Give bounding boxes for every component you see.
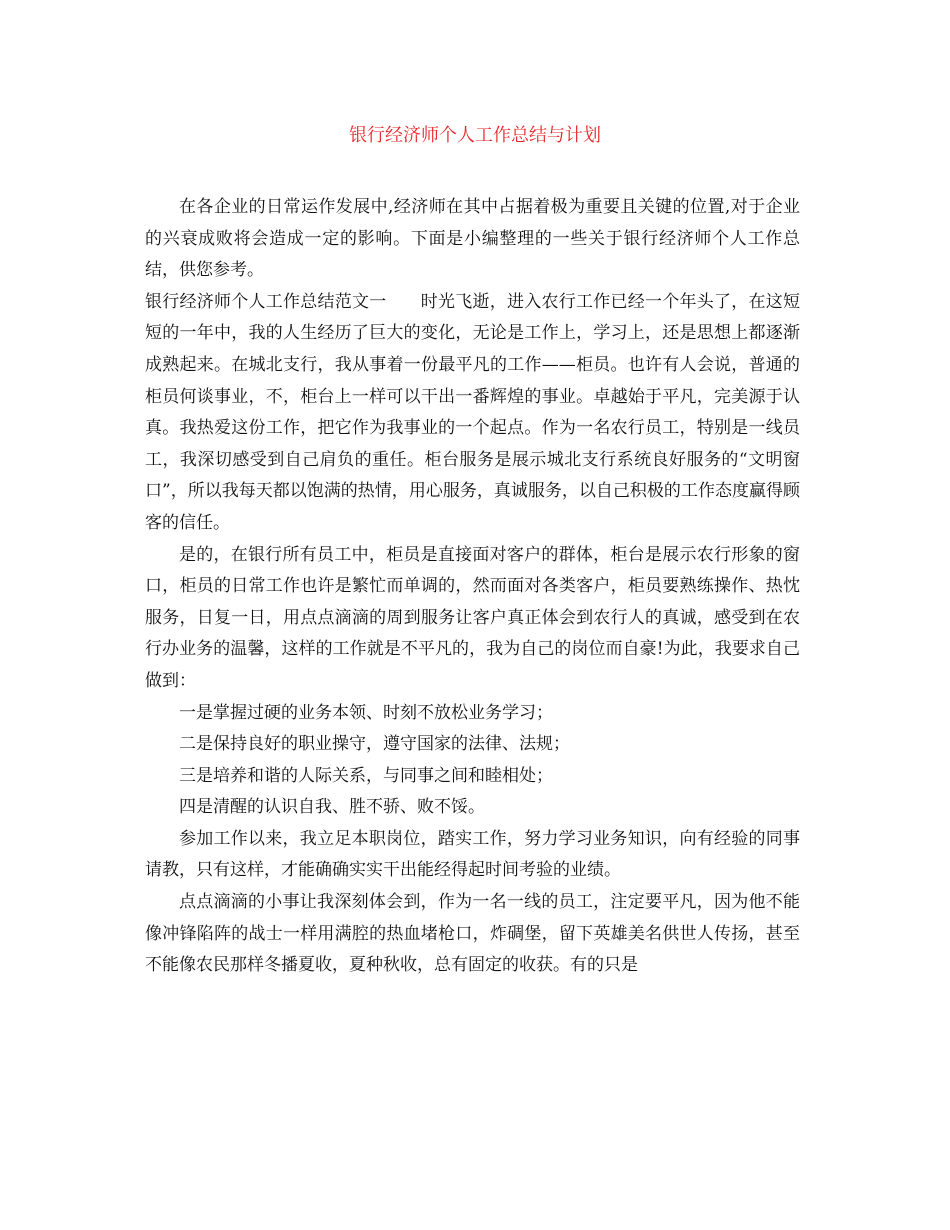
- list-item: 一是掌握过硬的业务本领、时刻不放松业务学习；: [179, 702, 553, 723]
- document-body: [145, 192, 800, 982]
- list-item: 三是培养和谐的人际关系，与同事之间和睦相处；: [179, 765, 553, 786]
- body-paragraph: 是的，在银行所有员工中，柜员是直接面对客户的群体，柜台是展示农行形象的窗口，柜员的日常工作也许是繁忙而单调的，然而面对各类客户，柜员要熟练操作、热忱服务，日复一日，用点点滴滴的周到服务让客户真正体会到农行人的真诚，感受到在农行办业务的温馨，这样的工作就是不平凡的，我为自己的岗位而自豪!为此，我要求自己做到：: [145, 544, 800, 691]
- section-paragraph: [145, 287, 800, 540]
- list-item: 四是清醒的认识自我、胜不骄、败不馁。: [179, 797, 485, 818]
- section-first-paragraph: 时光飞逝，进入农行工作已经一个年头了，在这短短的一年中，我的人生经历了巨大的变化，无论是工作上，学习上，还是思想上都逐渐成熟起来。在城北支行，我从事着一份最平凡的工作——柜员。也许有人会说，普通的柜员何谈事业，不，柜台上一样可以干出一番辉煌的事业。卓越始于平凡，完美源于认真。我热爱这份工作，把它作为我事业的一个起点。作为一名农行员工，特别是一线员工，我深切感受到自己肩负的重任。柜台服务是展示城北支行系统良好服务的“文明窗口”，所以我每天都以饱满的热情，用心服务，真诚服务，以自己积极的工作态度赢得顾客的信任。: [145, 291, 800, 533]
- intro-paragraph: 在各企业的日常运作发展中,经济师在其中占据着极为重要且关键的位置,对于企业的兴衰成败将会造成一定的影响。下面是小编整理的一些关于银行经济师个人工作总结，供您参考。: [145, 197, 800, 281]
- body-paragraph: 点点滴滴的小事让我深刻体会到，作为一名一线的员工，注定要平凡，因为他不能像冲锋陷阵的战士一样用满腔的热血堵枪口，炸碉堡，留下英雄美名供世人传扬，甚至不能像农民那样冬播夏收，夏种秋收，总有固定的收获。有的只是: [145, 892, 800, 976]
- body-paragraph: 参加工作以来，我立足本职岗位，踏实工作，努力学习业务知识，向有经验的同事请教，只有这样，才能确确实实干出能经得起时间考验的业绩。: [145, 828, 800, 881]
- section-heading: 银行经济师个人工作总结范文一: [145, 291, 387, 312]
- document-title: 银行经济师个人工作总结与计划: [349, 125, 601, 146]
- list-item: 二是保持良好的职业操守，遵守国家的法律、法规；: [179, 734, 570, 755]
